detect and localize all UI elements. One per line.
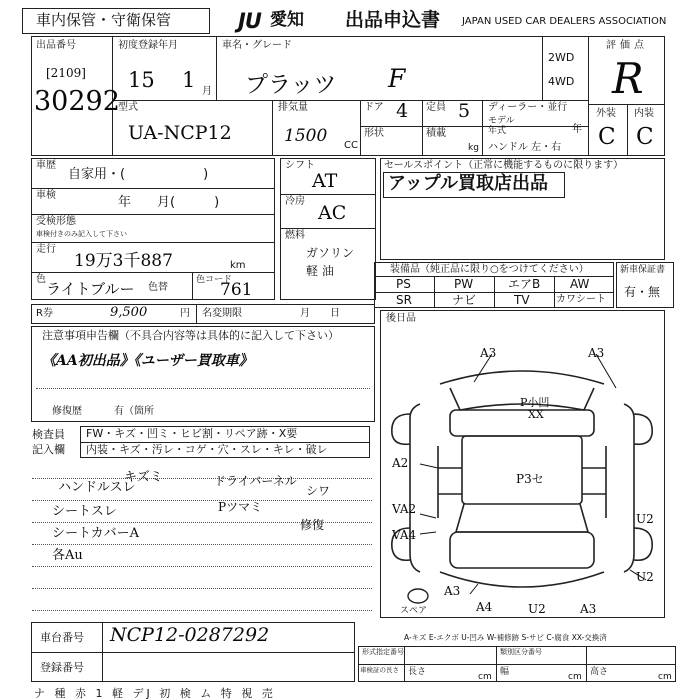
warranty-value: 有・無 (624, 285, 661, 299)
carname-label: 車名・グレード (222, 40, 292, 51)
fuel-label: 燃料 (285, 230, 305, 241)
inspection-row-2: 内装・キズ・汚レ・コゲ・穴・スレ・キレ・破レ (86, 443, 328, 456)
first-reg-month: 1 (182, 68, 196, 92)
class-label: 類別区分番号 (500, 648, 542, 656)
form-title: 出品申込書 (345, 9, 441, 31)
displacement-unit: CC (344, 140, 358, 151)
model-year-label: モデル 年式 (488, 116, 515, 137)
damage-mark: U2 (636, 570, 654, 584)
certified-label: 形式指定番号 (362, 648, 404, 656)
equip-item: AW (570, 277, 590, 291)
color-code-label: 色コード (196, 275, 233, 285)
vehicle-size-label: 車検証の長さ (360, 666, 399, 674)
loading-label: 積載 (426, 128, 446, 139)
equip-item: エアB (508, 277, 541, 291)
cm-unit: cm (658, 672, 672, 682)
repair-label: 修復歴 (52, 406, 82, 417)
inspector-note: シートスレ (52, 504, 117, 519)
rating-label: 評価点 (606, 40, 648, 51)
lot-small: [2109] (46, 66, 86, 80)
inspector-note: 修復 (300, 518, 325, 532)
org-name: 愛知 (270, 10, 304, 30)
name-change-label: 名変期限 (202, 308, 242, 319)
kg-unit: kg (468, 143, 479, 153)
equip-label: 装備品（純正品に限り○をつけてください） (390, 264, 589, 275)
inspection-row-1: FW・キズ・凹ミ・ヒビ割・リペア跡・X要 (86, 427, 298, 440)
damage-mark: A3 (588, 346, 605, 360)
handle-label: ハンドル 左・右 (488, 142, 562, 153)
damage-mark: A4 (476, 600, 493, 614)
damage-mark: P小凹 (520, 396, 550, 409)
chassis-label: 車台番号 (40, 631, 84, 644)
damage-mark: VA2 (392, 502, 417, 516)
model-value: UA-NCP12 (128, 122, 232, 144)
model-year-suffix: 年 (572, 124, 582, 135)
displacement-label: 排気量 (278, 102, 308, 113)
dealer-label: ディーラー・並行 (488, 102, 568, 113)
equip-item: SR (396, 293, 412, 307)
color-value: ライトブルー (46, 280, 135, 298)
inspector-note: シートカバーA (52, 526, 139, 541)
inspection-value: 年 月( ) (118, 195, 220, 210)
damage-mark: A2 (392, 456, 409, 470)
ac-value: AC (318, 202, 347, 224)
inspector-note: シワ (306, 484, 331, 498)
damage-mark: A3 (580, 602, 597, 616)
damage-mark: A3 (480, 346, 497, 360)
storage-label: 車内保管・守衛保管 (36, 11, 172, 29)
first-reg-year: 15 (128, 68, 155, 92)
car-diagram (380, 318, 665, 618)
damage-mark: P3セ (516, 472, 544, 486)
exterior-value: C (598, 124, 616, 150)
rating-value: R (612, 54, 644, 103)
spare-label: スペア (400, 606, 428, 616)
bottom-code-row: ナ 種 赤 1 軽 デJ 初 検 ム 特 視 売 (34, 687, 276, 700)
damage-mark: U2 (636, 512, 654, 526)
history-label: 車歴 (36, 160, 56, 171)
cm-unit: cm (568, 672, 582, 682)
lot-label: 出品番号 (36, 40, 76, 51)
mileage-unit: km (230, 260, 246, 271)
inspector-note: 各Au (52, 548, 83, 563)
first-reg-label: 初度登録年月 (118, 40, 178, 51)
color-change: 色替 (148, 282, 168, 293)
association-name: JAPAN USED CAR DEALERS ASSOCIATION (462, 16, 667, 27)
cm-unit: cm (478, 672, 492, 682)
ac-label: 冷房 (285, 196, 305, 207)
drive-4wd: 4WD (548, 75, 575, 88)
coupon-unit: 円 (180, 308, 190, 319)
inspection-label: 車検 (36, 190, 56, 201)
shift-label: シフト (285, 160, 315, 171)
coupon-value: 9,500 (110, 305, 148, 320)
capacity-value: 5 (458, 100, 471, 122)
color-label: 色 (36, 274, 46, 285)
doors-value: 4 (396, 100, 409, 122)
inherit-label: 受検形態 (36, 216, 76, 227)
lot-number: 30292 (34, 86, 120, 117)
color-code-value: 761 (220, 280, 253, 300)
reg-label: 登録番号 (40, 661, 84, 674)
grade-value: F (388, 64, 406, 93)
mileage-value: 19万3千887 (74, 251, 173, 271)
interior-value: C (636, 124, 654, 150)
capacity-label: 定員 (426, 102, 446, 113)
chassis-value: NCP12-0287292 (110, 624, 270, 646)
doors-label: ドア (364, 102, 384, 113)
equip-item: PS (396, 277, 411, 291)
displacement-value: 1500 (284, 126, 328, 146)
interior-label: 内装 (634, 108, 654, 119)
equip-item: ナビ (452, 293, 477, 307)
drive-2wd: 2WD (548, 51, 575, 64)
repair-value: 有（箇所 (114, 406, 154, 417)
selling-value: アップル買取店出品 (388, 173, 549, 194)
width-label: 幅 (500, 667, 510, 677)
exterior-label: 外装 (596, 108, 616, 119)
warranty-label: 新車保証書 (620, 265, 666, 275)
equip-item: TV (514, 293, 530, 307)
fuel-value: ガソリン 軽 油 (306, 246, 355, 278)
history-value: 自家用・( ) (68, 167, 209, 182)
model-label: 型式 (118, 102, 138, 113)
inherit-note: 車検付きのみ記入して下さい (36, 230, 127, 238)
inspector-label: 後日品 (386, 313, 416, 324)
notes-value: 《AA初出品》《ユーザー買取車》 (42, 353, 253, 369)
mileage-label: 走行 (36, 244, 56, 255)
notes-label: 注意事項申告欄（不具合内容等は具体的に記入して下さい） (42, 329, 339, 342)
first-reg-month-suffix: 月 (202, 86, 212, 97)
inspector-note: ドライバーネル (214, 474, 297, 488)
name-change-value: 月 日 (300, 308, 340, 319)
equip-item: PW (454, 277, 474, 291)
height-label: 高さ (590, 667, 609, 677)
inspection-title-1: 検査員 (32, 428, 65, 441)
shape-label: 形状 (364, 128, 384, 139)
equip-item: カワシート (556, 294, 606, 305)
damage-mark: U2 (528, 602, 546, 616)
inspection-title-2: 記入欄 (32, 443, 65, 456)
inspector-note: キズミ (124, 470, 163, 485)
ju-logo: JU (238, 9, 261, 33)
damage-mark: A3 (444, 584, 461, 598)
damage-legend: A-キズ E-エクボ U-凹み W-補修跡 S-サビ C-腐食 XX-交換済 (404, 633, 607, 642)
shift-value: AT (312, 170, 338, 192)
selling-label: セールスポイント（正常に機能するものに限ります） (384, 160, 624, 171)
length-label: 長さ (408, 667, 427, 677)
inspector-note: ハンドルスレ (58, 480, 136, 495)
carname-value: プラッツ (245, 72, 337, 98)
coupon-label: R券 (36, 308, 53, 319)
damage-mark: VA4 (392, 528, 417, 542)
damage-mark: XX (528, 408, 544, 421)
inspector-note: Pツマミ (218, 500, 263, 514)
